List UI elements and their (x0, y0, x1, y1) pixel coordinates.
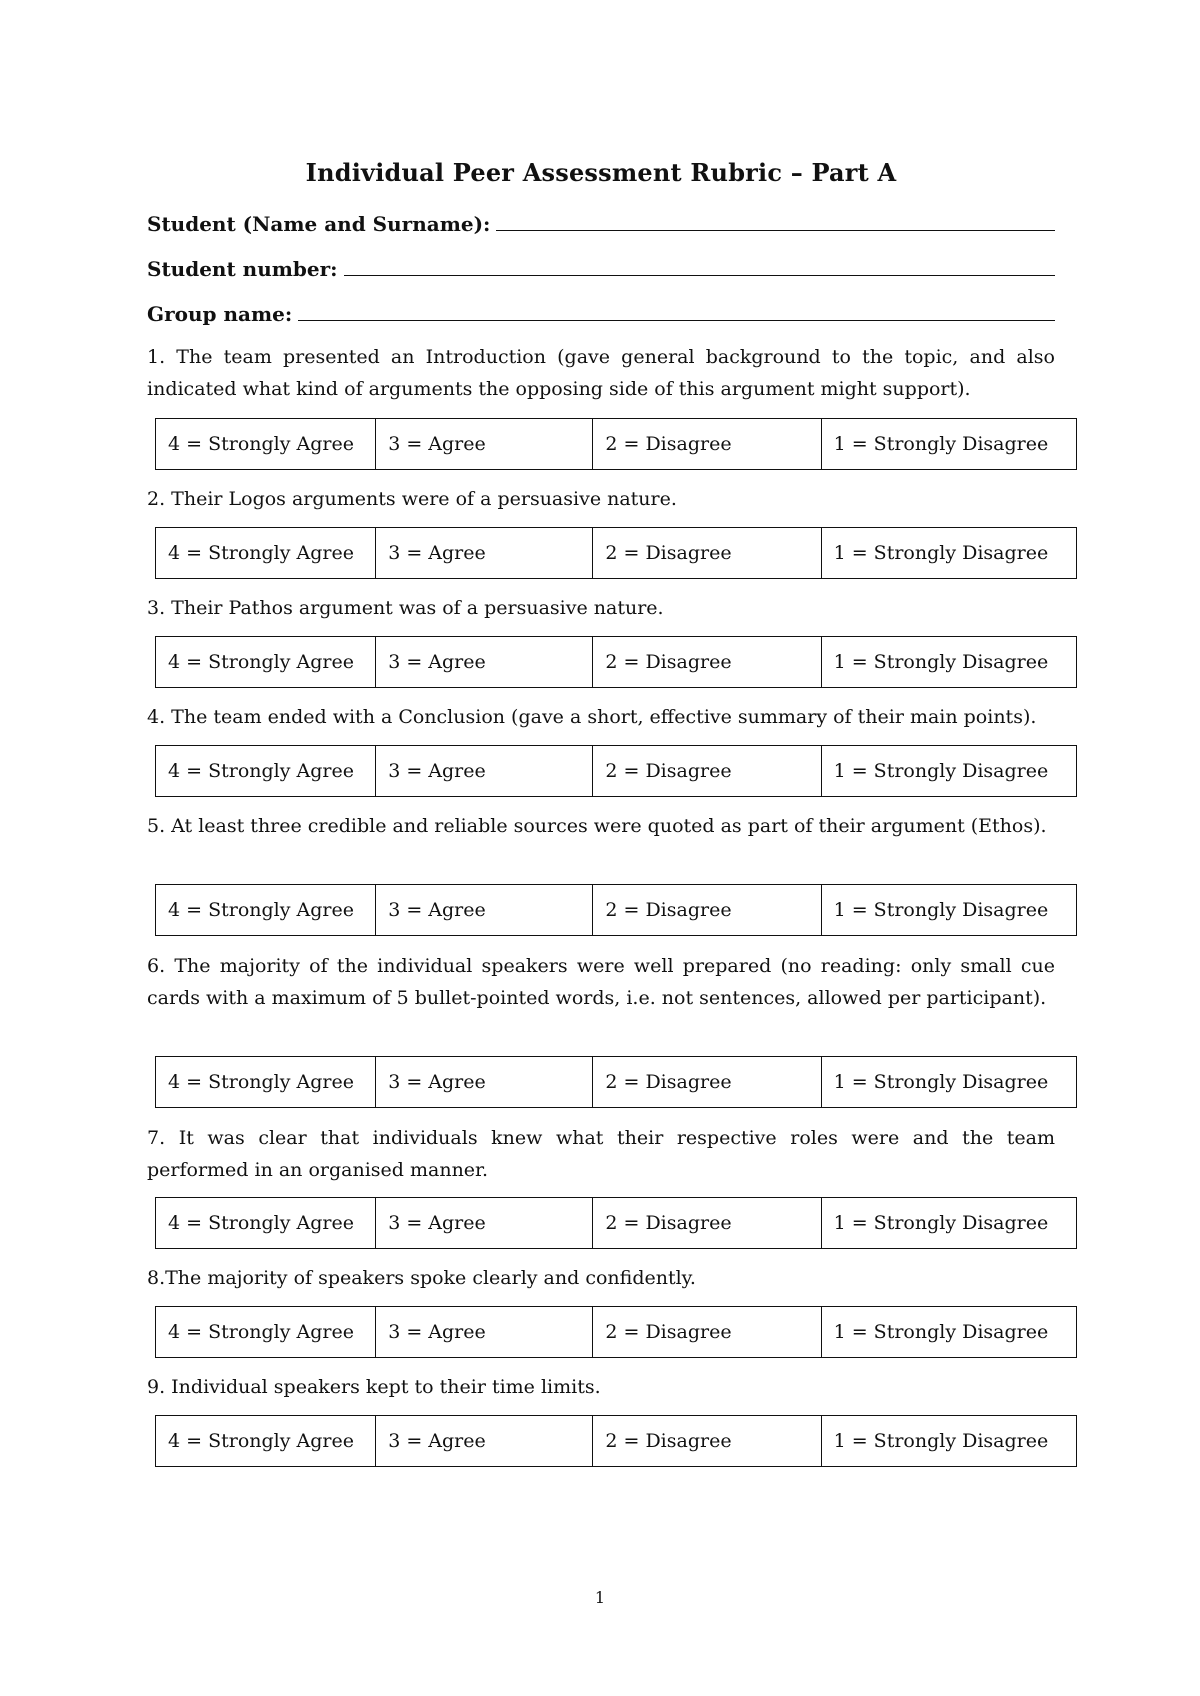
student-number-field[interactable] (147, 257, 1055, 281)
rating-scale-6 (155, 1056, 1077, 1108)
question-9: 9. Individual speakers kept to their time limits. (147, 1376, 601, 1398)
rating-scale-5 (155, 884, 1077, 936)
option-agree[interactable]: 3 = Agree (376, 1307, 593, 1358)
option-agree[interactable]: 3 = Agree (376, 885, 593, 936)
option-strongly-agree[interactable]: 4 = Strongly Agree (156, 528, 376, 579)
option-strongly-agree[interactable]: 4 = Strongly Agree (156, 419, 376, 470)
option-strongly-disagree[interactable]: 1 = Strongly Disagree (821, 1057, 1076, 1108)
rating-scale-1 (155, 418, 1077, 470)
option-strongly-disagree[interactable]: 1 = Strongly Disagree (821, 1416, 1076, 1467)
option-disagree[interactable]: 2 = Disagree (593, 528, 821, 579)
rating-scale-9 (155, 1415, 1077, 1467)
page-number: 1 (594, 1588, 606, 1607)
group-name-label: Group name: (147, 302, 293, 326)
option-disagree[interactable]: 2 = Disagree (593, 1307, 821, 1358)
option-strongly-agree[interactable]: 4 = Strongly Agree (156, 1198, 376, 1249)
option-strongly-agree[interactable]: 4 = Strongly Agree (156, 1307, 376, 1358)
question-7: 7. It was clear that individuals knew what their respective roles were and the team performed in an organised manner. (147, 1127, 1055, 1181)
option-disagree[interactable]: 2 = Disagree (593, 746, 821, 797)
student-number-label: Student number: (147, 257, 338, 281)
question-5: 5. At least three credible and reliable sources were quoted as part of their argument (Ethos). (147, 815, 1047, 837)
option-strongly-disagree[interactable]: 1 = Strongly Disagree (821, 528, 1076, 579)
student-name-blank[interactable] (496, 212, 1055, 231)
option-agree[interactable]: 3 = Agree (376, 746, 593, 797)
page-title: Individual Peer Assessment Rubric – Part A (305, 158, 897, 187)
question-8: 8.The majority of speakers spoke clearly and confidently. (147, 1267, 696, 1289)
option-strongly-disagree[interactable]: 1 = Strongly Disagree (821, 419, 1076, 470)
question-6: 6. The majority of the individual speakers were well prepared (no reading: only small cue cards with a maximum of 5 bullet-pointed words, i.e. not sentences, allowed per participant). (147, 955, 1055, 1009)
question-4: 4. The team ended with a Conclusion (gave a short, effective summary of their main points). (147, 706, 1037, 728)
option-strongly-agree[interactable]: 4 = Strongly Agree (156, 746, 376, 797)
rating-scale-2 (155, 527, 1077, 579)
option-disagree[interactable]: 2 = Disagree (593, 1057, 821, 1108)
option-disagree[interactable]: 2 = Disagree (593, 1198, 821, 1249)
rating-scale-8 (155, 1306, 1077, 1358)
option-disagree[interactable]: 2 = Disagree (593, 637, 821, 688)
rating-scale-7 (155, 1197, 1077, 1249)
option-strongly-disagree[interactable]: 1 = Strongly Disagree (821, 1198, 1076, 1249)
option-strongly-disagree[interactable]: 1 = Strongly Disagree (821, 637, 1076, 688)
option-disagree[interactable]: 2 = Disagree (593, 885, 821, 936)
option-strongly-agree[interactable]: 4 = Strongly Agree (156, 885, 376, 936)
rating-scale-4 (155, 745, 1077, 797)
question-3: 3. Their Pathos argument was of a persuasive nature. (147, 597, 664, 619)
option-agree[interactable]: 3 = Agree (376, 1057, 593, 1108)
option-agree[interactable]: 3 = Agree (376, 1416, 593, 1467)
option-disagree[interactable]: 2 = Disagree (593, 419, 821, 470)
option-agree[interactable]: 3 = Agree (376, 419, 593, 470)
student-name-field[interactable] (147, 212, 1055, 236)
option-strongly-agree[interactable]: 4 = Strongly Agree (156, 637, 376, 688)
option-agree[interactable]: 3 = Agree (376, 1198, 593, 1249)
option-agree[interactable]: 3 = Agree (376, 528, 593, 579)
rating-scale-3 (155, 636, 1077, 688)
option-strongly-agree[interactable]: 4 = Strongly Agree (156, 1416, 376, 1467)
student-number-blank[interactable] (344, 257, 1055, 276)
option-strongly-agree[interactable]: 4 = Strongly Agree (156, 1057, 376, 1108)
option-disagree[interactable]: 2 = Disagree (593, 1416, 821, 1467)
group-name-field[interactable] (147, 302, 1055, 326)
student-name-label: Student (Name and Surname): (147, 212, 491, 236)
group-name-blank[interactable] (298, 302, 1055, 321)
question-1: 1. The team presented an Introduction (gave general background to the topic, and also indicated what kind of arguments the opposing side of this argument might support). (147, 346, 1055, 400)
option-strongly-disagree[interactable]: 1 = Strongly Disagree (821, 746, 1076, 797)
option-strongly-disagree[interactable]: 1 = Strongly Disagree (821, 1307, 1076, 1358)
question-2: 2. Their Logos arguments were of a persuasive nature. (147, 488, 677, 510)
option-agree[interactable]: 3 = Agree (376, 637, 593, 688)
option-strongly-disagree[interactable]: 1 = Strongly Disagree (821, 885, 1076, 936)
